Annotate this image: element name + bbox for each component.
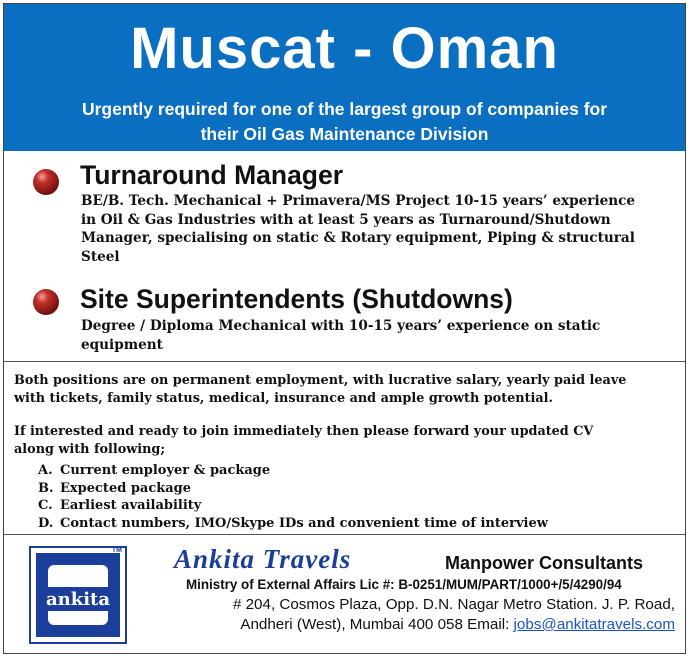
header-subtitle-line: Urgently required for one of the largest group of companies for [81,99,608,119]
positions-section [4,151,685,362]
job-description-line: BE/B. Tech. Mechanical + Primavera/MS Project 10-15 years’ experience [81,193,636,209]
address-line [233,615,675,635]
requirements-list [38,462,548,533]
job-title: Turnaround Manager [80,160,344,190]
list-item [38,515,548,533]
list-item-text: Earliest availability [60,498,202,514]
ankita-logo-icon [26,543,132,649]
footer-contact [4,535,685,654]
application-info-section [4,362,685,535]
paragraph-line: Both positions are on permanent employment, with lucrative salary, yearly paid leave [14,373,627,388]
list-item [38,497,548,515]
job-description [81,192,681,266]
header-banner [4,4,685,151]
job-title: Site Superintendents (Shutdowns) [80,284,513,314]
list-item-text: Expected package [60,480,192,496]
list-item-marker: D. [38,516,54,532]
job-advertisement [3,3,686,654]
list-item [38,480,548,498]
employment-terms-paragraph [14,372,679,408]
logo-text: ankita [45,589,111,610]
brand-name: Ankita Travels [174,544,352,574]
paragraph-line: with tickets, family status, medical, insurance and ample growth potential. [14,391,553,406]
address-block [233,595,675,635]
license-number: Ministry of External Affairs Lic #: B-0251/MUM/PART/1000+/5/4290/94 [186,577,622,592]
job-description-line: in Oil & Gas Industries with at least 5 years as Turnaround/Shutdown [81,211,611,228]
address-line-text: Andheri (West), Mumbai 400 058 Email: [240,616,514,633]
job-description-line: Steel [81,248,120,265]
job-description-line: equipment [81,336,163,353]
paragraph-line: along with following; [14,442,166,457]
job-description-line: Manager, specialising on static & Rotary equipment, Piping & structural [81,230,635,246]
address-line: # 204, Cosmos Plaza, Opp. D.N. Nagar Metro Station. J. P. Road, [232,596,675,613]
job-description-line: Degree / Diploma Mechanical with 10-15 years’ experience on static [81,318,601,334]
paragraph-line: If interested and ready to join immediately then please forward your updated CV [14,424,594,439]
job-description [81,317,681,354]
header-subtitle-line: their Oil Gas Maintenance Division [200,124,489,144]
application-instructions-paragraph [14,423,679,459]
brand-tagline: Manpower Consultants [445,553,644,573]
list-item-marker: C. [38,498,53,514]
header-subtitle [4,97,685,147]
list-item-marker: B. [38,480,54,496]
list-item [38,462,548,480]
logo-trademark: TM [111,547,122,554]
list-item-marker: A. [38,463,53,478]
red-sphere-bullet-icon [33,289,59,315]
list-item-text: Contact numbers, IMO/Skype IDs and convenient time of interview [60,516,548,532]
email-link[interactable]: jobs@ankitatravels.com [513,616,675,633]
page-title: Muscat - Oman [130,16,559,81]
list-item-text: Current employer & package [60,463,271,478]
red-sphere-bullet-icon [33,169,59,195]
